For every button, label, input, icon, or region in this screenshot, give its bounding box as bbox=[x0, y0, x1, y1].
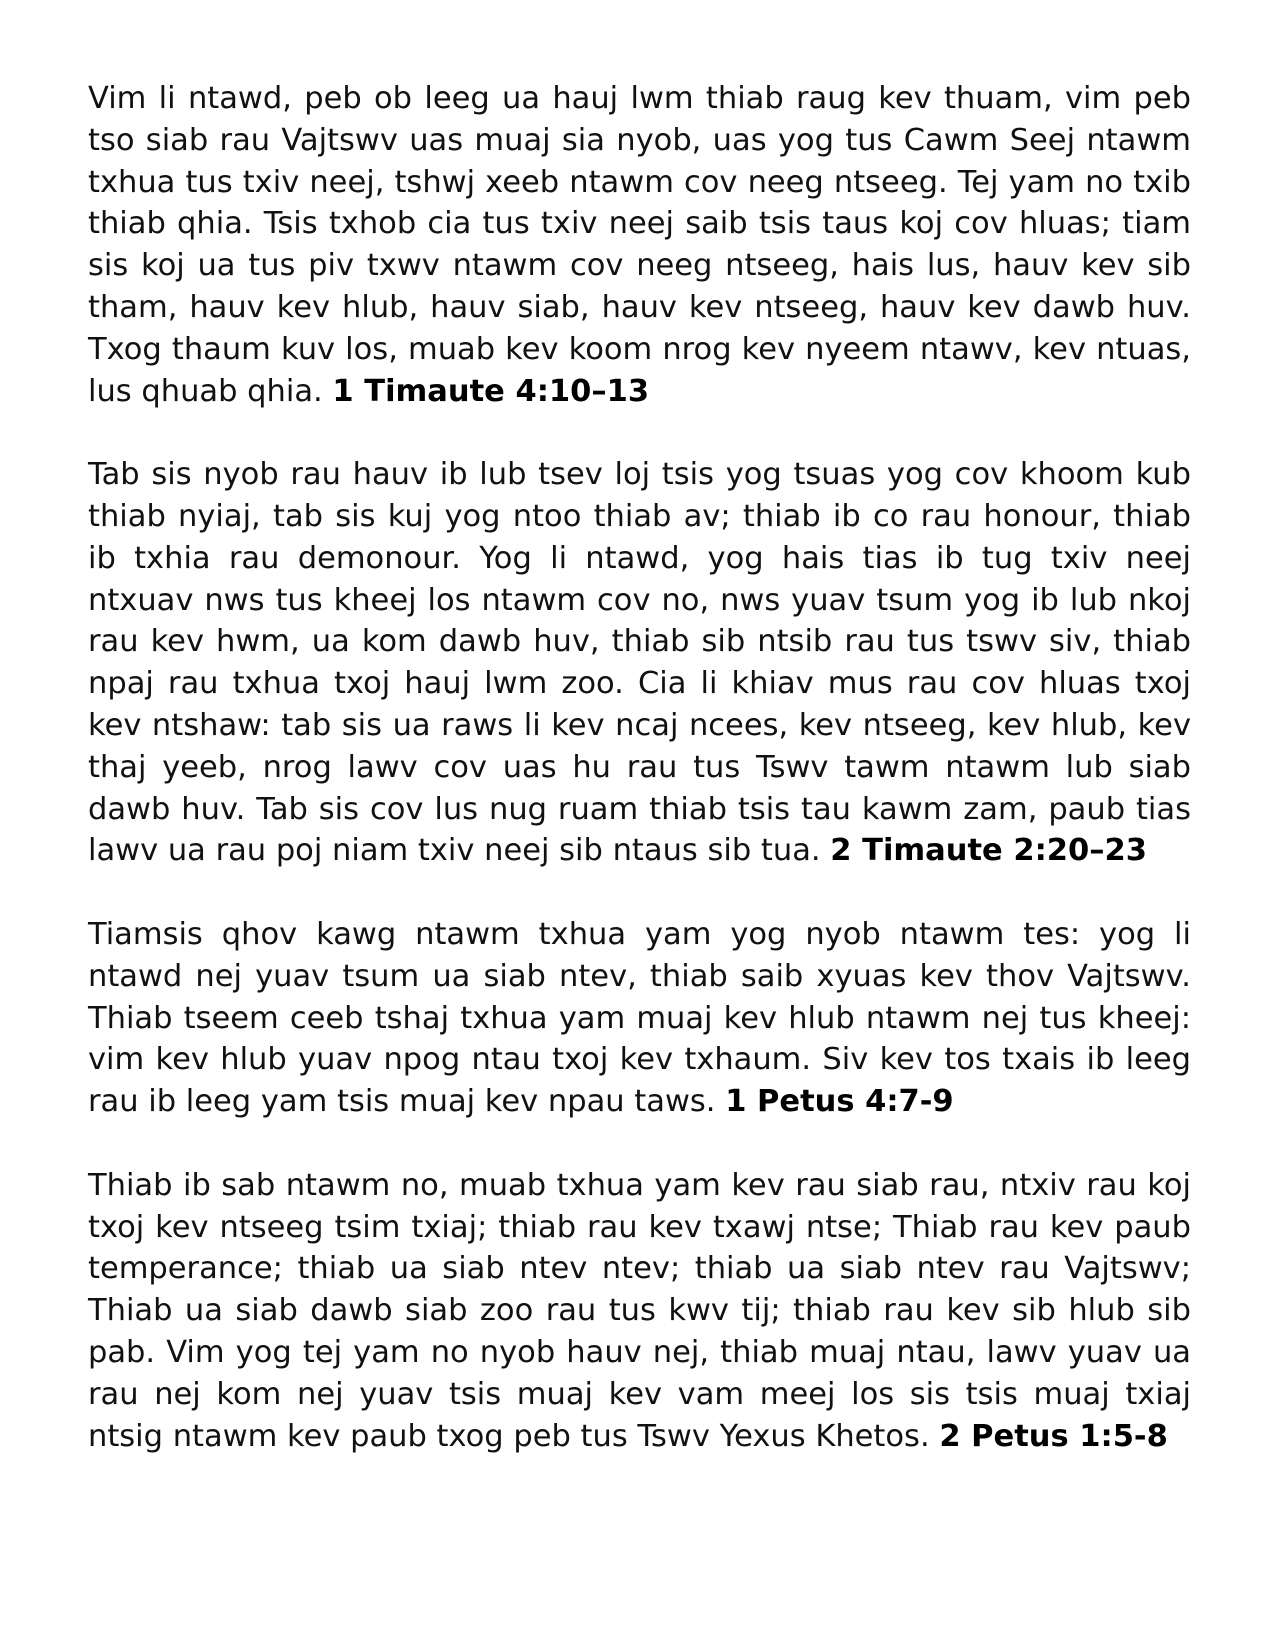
passage-3-text: Tiamsis qhov kawg ntawm txhua yam yog nyob ntawm tes: yog li ntawd nej yuav tsum ua siab ntev, thiab saib xyuas kev thov Vajtswv. Thiab tseem ceeb tshaj txhua yam muaj kev hlub ntawm nej tus kheej: vim kev hlub yuav npog ntau txoj kev txhaum. Siv kev tos txais ib leeg rau ib leeg yam tsis muaj kev npau taws. bbox=[88, 916, 1191, 1120]
passage-3 bbox=[88, 914, 1191, 1123]
passage-2 bbox=[88, 454, 1191, 872]
passage-1 bbox=[88, 78, 1191, 412]
passage-2-text: Tab sis nyob rau hauv ib lub tsev loj tsis yog tsuas yog cov khoom kub thiab nyiaj, tab sis kuj yog ntoo thiab av; thiab ib co rau honour, thiab ib txhia rau demonour. Yog li ntawd, yog hais tias ib tug txiv neej ntxuav nws tus kheej los ntawm cov no, nws yuav tsum yog ib lub nkoj rau kev hwm, ua kom dawb huv, thiab sib ntsib rau tus tswv siv, thiab npaj rau txhua txoj hauj lwm zoo. Cia li khiav mus rau cov hluas txoj kev ntshaw: tab sis ua raws li kev ncaj ncees, kev ntseeg, kev hlub, kev thaj yeeb, nrog lawv cov uas hu rau tus Tswv tawm ntawm lub siab dawb huv. Tab sis cov lus nug ruam thiab tsis tau kawm zam, paub tias lawv ua rau poj niam txiv neej sib ntaus sib tua. bbox=[88, 457, 1191, 869]
passage-4-text: Thiab ib sab ntawm no, muab txhua yam kev rau siab rau, ntxiv rau koj txoj kev ntseeg tsim txiaj; thiab rau kev txawj ntse; Thiab rau kev paub temperance; thiab ua siab ntev ntev; thiab ua siab ntev rau Vajtswv; Thiab ua siab dawb siab zoo rau tus kwv tij; thiab rau kev sib hlub sib pab. Vim yog tej yam no nyob hauv nej, thiab muaj ntau, lawv yuav ua rau nej kom nej yuav tsis muaj kev vam meej los sis tsis muaj txiaj ntsig ntawm kev paub txog peb tus Tswv Yexus Khetos. bbox=[88, 1167, 1191, 1454]
document-page bbox=[88, 78, 1191, 1499]
passage-1-text: Vim li ntawd, peb ob leeg ua hauj lwm thiab raug kev thuam, vim peb tso siab rau Vajtswv uas muaj sia nyob, uas yog tus Cawm Seej ntawm txhua tus txiv neej, tshwj xeeb ntawm cov neeg ntseeg. Tej yam no txib thiab qhia. Tsis txhob cia tus txiv neej saib tsis taus koj cov hluas; tiam sis koj ua tus piv txwv ntawm cov neeg ntseeg, hais lus, hauv kev sib tham, hauv kev hlub, hauv siab, hauv kev ntseeg, hauv kev dawb huv. Txog thaum kuv los, muab kev koom nrog kev nyeem ntawv, kev ntuas, lus qhuab qhia. bbox=[88, 81, 1191, 409]
passage-3-reference: 1 Petus 4:7-9 bbox=[725, 1084, 954, 1120]
passage-2-reference: 2 Timaute 2:20–23 bbox=[830, 833, 1147, 869]
passage-4 bbox=[88, 1165, 1191, 1458]
passage-4-reference: 2 Petus 1:5-8 bbox=[939, 1418, 1168, 1454]
passage-1-reference: 1 Timaute 4:10–13 bbox=[332, 373, 650, 409]
